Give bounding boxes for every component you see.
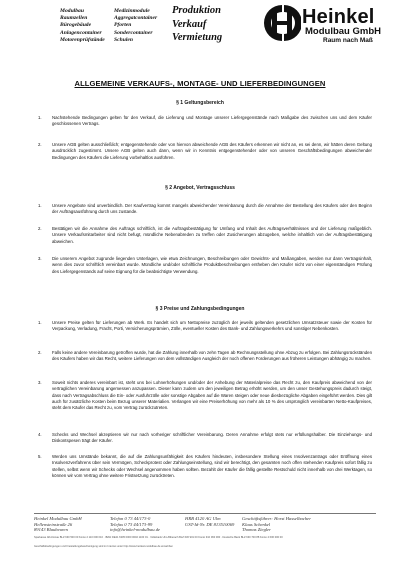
letterhead — [0, 0, 400, 64]
product-item: Modulbau — [60, 8, 84, 14]
product-list-left — [60, 8, 105, 44]
logo-slogan: Raum nach Maß — [323, 37, 373, 44]
footer-bank-details: Sparkasse Alb-Donau BLZ 630 500 00 Konto 2 110 000 010 · IBAN DE21 6305 0000 0002 1100 01 · Volksbank Ulm-Biberach BLZ 630 901 00 Konto 310 060 000 · Deutsche Bank BLZ 630 700 88 Konto 4 606 000 00 — [34, 536, 283, 539]
section-heading: § 2 Angebot, Vertragsschluss — [165, 185, 235, 191]
clause-text: Unsere Angebote sind unverbindlich. Der Kaufvertrag kommt mangels abweichender Vereinbarung durch die Annahme der Bestellung des Käufers oder den Beginn der Auftragsausführung durch uns zustande. — [52, 203, 372, 215]
footer-company-address — [34, 516, 82, 533]
footer-contact — [110, 516, 160, 533]
footer-line-text: 89143 Blaubeuren — [34, 527, 68, 533]
section-heading: § 3 Preise und Zahlungsbedingungen — [155, 306, 245, 312]
clause-text: Werden uns Umstände bekannt, die auf die Zahlungsunfähigkeit des Käufers hindeuten, insbesondere Stellung eines Insolvenzantrags oder Eröffnung eines Insolvenzverfahrens über sein Vermögen, Scheckprotest oder Zahlungseinstellung, sind wir berechtigt, den gesamten noch offen stehenden Kaufpreis sofort fällig zu stellen, selbst wenn wir Schecks oder Wechsel angenommen haben sollten. Bezahlt der Käufer die fällig gestellte Restschuld nicht innerhalb von drei Werktagen, so können wir vom Vertrag ohne weitere Fristsetzung zurücktreten. — [52, 454, 372, 479]
footer-line-text: Geschäftsführer: Horst Hasselbacher — [242, 516, 311, 521]
product-item: Sondercontainer — [114, 29, 153, 36]
footer-divider — [34, 513, 376, 514]
footer-management — [242, 516, 311, 533]
clause-text: Unsere Preise gelten für Lieferungen ab Werk. Es handelt sich um Nettopreise zuzüglich der jeweils geltenden gesetzlichen Umsatzsteuer sowie der Kosten für Verpackung, Verladung, Fracht, Porti, Versicherungsprämien, Zölle, eventueller Kosten des Bank- und Zahlungsverkehrs und sonstiger Nebenkosten. — [52, 320, 372, 332]
product-item: Bürogebäude — [60, 22, 92, 29]
clause-number: 2. — [38, 142, 42, 147]
clause-number: 2. — [38, 226, 42, 231]
clause-number: 3. — [38, 256, 42, 261]
clause-item — [38, 454, 372, 479]
clause-number: 1. — [38, 203, 42, 208]
clause-text: Unsere AGB gelten ausschließlich; entgegenstehende oder von hiervon abweichende AGB des Käufers erkennen wir nicht an, es sei denn, wir hätten deren Geltung ausdrücklich zugestimmt. Unsere AGB gelten auch dann, wenn wir in Kenntnis entgegenstehender oder von unseren Geschäftsbedingungen abweichender Bedingungen des Käufers die Lieferung vorbehaltlos ausführen. — [52, 142, 372, 160]
service-item: Vermietung — [172, 32, 223, 43]
product-list-right — [114, 8, 157, 44]
clause-item — [38, 256, 372, 275]
footer-phone: Telefon 0 73 44/173-0 — [110, 516, 151, 521]
clause-item — [38, 380, 372, 412]
product-item: Aggregatcontainer — [114, 15, 158, 22]
footer-line-text: UST-Id-Nr. DE 813510069 — [185, 521, 235, 527]
product-item: Schulen — [114, 36, 133, 43]
clause-number: 1. — [38, 320, 42, 325]
clause-item — [38, 432, 372, 445]
clause-number: 5. — [38, 454, 42, 459]
footer-line-text: Thomas Ziegler — [242, 527, 271, 533]
footer-website-note: Geschäftsbedingungen und Freistellungsbescheinigung sind im Internet unter http://www.heinkel-modulbau.de einsehbar. — [34, 545, 174, 548]
clause-text: Die unserem Angebot zugrunde liegenden Unterlagen, wie etwa Zeichnungen, Beschreibungen oder Gewichts- und Maßangaben, werden nur dann Vertragsinhalt, wenn dies zuvor schriftlich vereinbart wurde. Mündliche und/oder schriftliche Produktbeschreibungen entheben den Käufer nicht von einer eigenständigen Prüfung des Liefergegenstands auf seine Eignung für die beabsichtigte Verwendung. — [52, 256, 372, 274]
clause-number: 4. — [38, 432, 42, 437]
service-item: Produktion — [172, 5, 222, 16]
footer-line-text: Hellensteinstraße 26 — [34, 521, 73, 527]
clause-item — [38, 142, 372, 161]
clause-number: 2. — [38, 350, 42, 355]
footer-line-text: Heinkel Modulbau GmbH — [34, 516, 82, 521]
clause-number: 3. — [38, 380, 42, 385]
clause-item — [38, 115, 372, 128]
clause-item — [38, 226, 372, 245]
footer-email-link[interactable]: info@heinkel-modulbau.de — [110, 527, 161, 533]
clause-item — [38, 203, 372, 216]
product-item: Anlagencontainer — [60, 29, 102, 36]
product-item: Motorenprüfstände — [60, 36, 105, 43]
clause-item — [38, 350, 372, 363]
footer-registry — [185, 516, 234, 527]
clause-text: Bestätigen wir die Annahme des Auftrags schriftlich, ist die Auftragsbestätigung für Umfang und Inhalt des Auftragsverhältnisses und der Lieferung maßgeblich. Unsere Verkaufsmitarbeiter sind nicht befugt, mündliche Nebenabreden zu treffen oder Zusicherungen abzugeben, welche inhaltlich von der Auftragsbestätigung abweichen. — [52, 226, 372, 244]
product-item: Raumzellen — [60, 15, 88, 22]
logo-company-form: Modulbau GmbH — [305, 26, 381, 37]
clause-item — [38, 320, 372, 333]
company-logo — [263, 4, 395, 48]
logo-brand-name: Heinkel — [302, 6, 375, 28]
product-item: Pforten — [114, 22, 132, 29]
services-list — [172, 4, 222, 45]
document-title: ALLGEMEINE VERKAUFS-, MONTAGE- UND LIEFERBEDINGUNGEN — [74, 79, 326, 88]
clause-text: Falls keine andere Vereinbarung getroffen wurde, hat die Zahlung innerhalb von zehn Tagen ab Rechnungsstellung ohne Abzug zu erfolgen. Bei Zahlungsrückständen des Käufers haben wir das Recht, weitere Lieferungen von dem vollständigen Ausgleich der noch offenen Forderungen aus früheren Leistungen abhängig zu machen. — [52, 350, 372, 362]
clause-text: Schecks und Wechsel akzeptieren wir nur nach vorheriger schriftlicher Vereinbarung. Deren Annahme erfolgt stets nur erfüllungshalber. Die Einziehungs- und Diskontspesen trägt der Käufer. — [52, 432, 372, 444]
footer-fax: Telefax 0 73 44/173-99 — [110, 521, 153, 527]
product-item: Medizinmodule — [114, 8, 150, 14]
section-heading: § 1 Geltungsbereich — [176, 100, 224, 106]
clause-text: Nachstehende Bedingungen gelten für den Verkauf, die Lieferung und Montage unserer Liefergegenstände nach Maßgabe des zwischen uns und dem Käufer geschlossenen Vertrags. — [52, 115, 372, 127]
clause-number: 1. — [38, 115, 42, 120]
h-emblem-icon — [263, 4, 301, 42]
footer-line-text: Klaus Schenkel — [242, 521, 271, 527]
footer-line-text: HRB 4120 AG Ulm — [185, 516, 221, 521]
clause-text: Soweit nichts anderes vereinbart ist, steht uns bei Lohnerhöhungen und/oder der Anhebung der Materialpreise das Recht zu, den Kaufpreis abweichend von der vertraglichen Vereinbarung angemessen anzupassen. Dieser kann zudem um den jeweiligen Betrag erhöht werden, um den unser Gestehungspreis dadurch steigt, dass nach Vertragsabschluss die Ein- oder Ausfuhrzölle oder sonstige Abgaben auf die Waren steigen oder neue diesbezügliche Abgaben eingeführt werden. Dies gilt auch für zusätzliche Kosten beim Bezug unserer Materialien. Verlangen wir eine Preiserhöhung von mehr als 10 % des ursprünglich vereinbarten Netto-Kaufpreises, steht dem Käufer das Recht zu, vom Vertrag zurückzutreten. — [52, 380, 372, 411]
service-item: Verkauf — [172, 18, 207, 30]
